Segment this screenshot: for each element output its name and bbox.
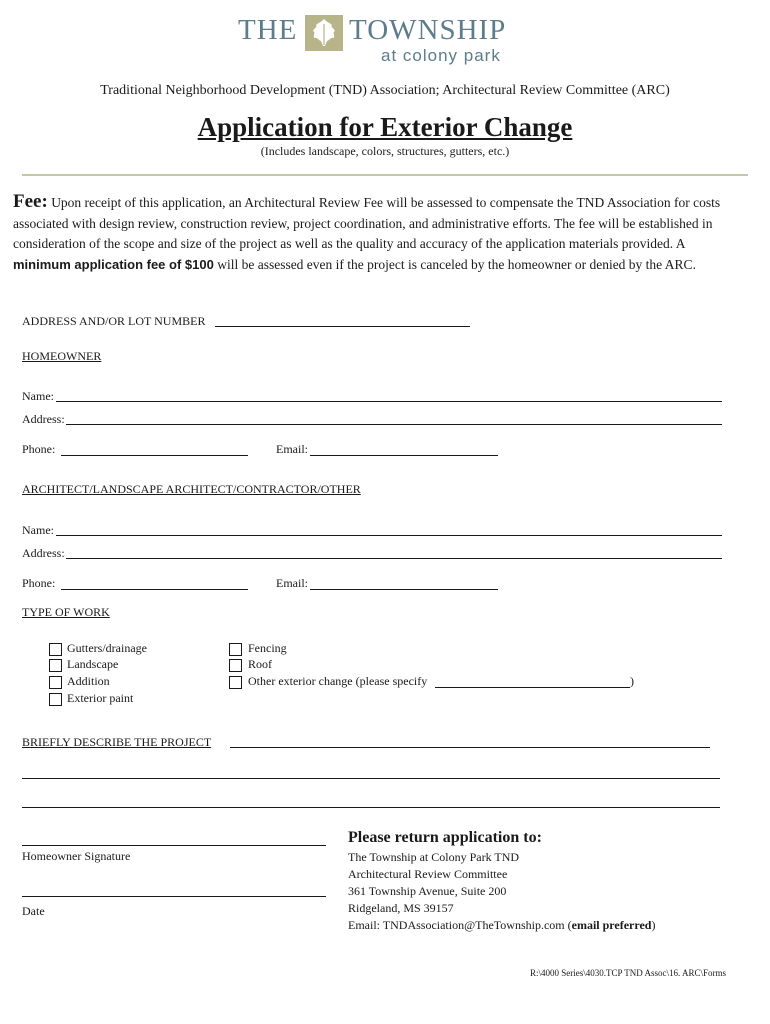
architect-email-field[interactable] <box>310 589 498 590</box>
homeowner-phone-label: Phone: <box>22 442 56 456</box>
describe-project-field-3[interactable] <box>22 807 720 808</box>
logo-township: TOWNSHIP <box>349 14 507 46</box>
architect-address-field[interactable] <box>66 558 722 559</box>
address-lot-label: ADDRESS AND/OR LOT NUMBER <box>22 314 206 328</box>
fee-paragraph <box>13 192 743 275</box>
homeowner-signature-label: Homeowner Signature <box>22 849 131 863</box>
checkbox-label-roof: Roof <box>248 657 272 671</box>
return-email-close: ) <box>651 918 656 932</box>
checkbox-label-other: Other exterior change (please specify <box>248 674 428 688</box>
checkbox-addition[interactable] <box>49 676 62 689</box>
architect-address-label: Address: <box>22 546 65 560</box>
checkbox-label-gutters: Gutters/drainage <box>67 641 147 655</box>
return-email: Email: TNDAssociation@TheTownship.com ( <box>348 918 572 932</box>
fee-minimum: minimum application fee of $100 <box>13 256 214 272</box>
return-line-1: The Township at Colony Park TND <box>348 850 520 864</box>
checkbox-exterior-paint[interactable] <box>49 693 62 706</box>
other-close-paren: ) <box>630 674 634 688</box>
return-title: Please return application to: <box>348 829 542 846</box>
email-preferred: email preferred <box>571 918 652 932</box>
header-divider <box>22 174 748 176</box>
footer-path: R:\4000 Series\4030.TCP TND Assoc\16. ARC\Forms <box>530 968 727 978</box>
logo-the: THE <box>238 14 298 46</box>
address-lot-field[interactable] <box>215 326 470 327</box>
date-label: Date <box>22 904 45 918</box>
architect-heading: ARCHITECT/LANDSCAPE ARCHITECT/CONTRACTOR/OTHER <box>22 482 361 496</box>
architect-name-field[interactable] <box>56 535 722 536</box>
checkbox-label-addition: Addition <box>67 674 110 688</box>
describe-project-field-1[interactable] <box>230 747 710 748</box>
homeowner-phone-field[interactable] <box>61 455 248 456</box>
homeowner-email-label: Email: <box>276 442 308 456</box>
page-title: Application for Exterior Change <box>197 112 573 142</box>
homeowner-signature-field[interactable] <box>22 845 326 846</box>
architect-phone-label: Phone: <box>22 576 56 590</box>
title-note: (Includes landscape, colors, structures, gutters, etc.) <box>260 144 510 158</box>
homeowner-email-field[interactable] <box>310 455 498 456</box>
homeowner-name-label: Name: <box>22 389 54 403</box>
fee-text-2: will be assessed even if the project is canceled by the homeowner or denied by the ARC. <box>213 256 696 272</box>
date-field[interactable] <box>22 896 326 897</box>
return-line-2: Architectural Review Committee <box>348 867 508 881</box>
checkbox-gutters[interactable] <box>49 643 62 656</box>
type-of-work-heading: TYPE OF WORK <box>22 605 110 619</box>
checkbox-label-fencing: Fencing <box>248 641 287 655</box>
checkbox-landscape[interactable] <box>49 659 62 672</box>
return-email-line <box>348 918 655 933</box>
describe-project-label: BRIEFLY DESCRIBE THE PROJECT <box>22 735 212 749</box>
fee-label: Fee: <box>13 191 48 212</box>
homeowner-heading: HOMEOWNER <box>22 349 102 363</box>
checkbox-fencing[interactable] <box>229 643 242 656</box>
checkbox-roof[interactable] <box>229 659 242 672</box>
homeowner-address-label: Address: <box>22 412 65 426</box>
logo-subtitle: at colony park <box>381 46 501 65</box>
return-line-4: Ridgeland, MS 39157 <box>348 901 454 915</box>
homeowner-name-field[interactable] <box>56 401 722 402</box>
fee-text-1: Upon receipt of this application, an Architectural Review Fee will be assessed to compensate the TND Association for costs associated with design review, construction review, project coordination, and administrative efforts. The fee will be established in consideration of the scope and size of the project as well as the quality and accuracy of the application materials provided. A <box>13 195 721 251</box>
other-specify-field[interactable] <box>435 687 630 688</box>
association-subtitle: Traditional Neighborhood Development (TND) Association; Architectural Review Committee (ARC) <box>100 83 670 98</box>
homeowner-address-field[interactable] <box>66 424 722 425</box>
checkbox-other[interactable] <box>229 676 242 689</box>
return-line-3: 361 Township Avenue, Suite 200 <box>348 884 507 898</box>
describe-project-field-2[interactable] <box>22 778 720 779</box>
oak-leaf-icon <box>305 15 343 51</box>
architect-email-label: Email: <box>276 576 308 590</box>
architect-phone-field[interactable] <box>61 589 248 590</box>
architect-name-label: Name: <box>22 523 54 537</box>
checkbox-label-exterior-paint: Exterior paint <box>67 691 134 705</box>
checkbox-label-landscape: Landscape <box>67 657 119 671</box>
